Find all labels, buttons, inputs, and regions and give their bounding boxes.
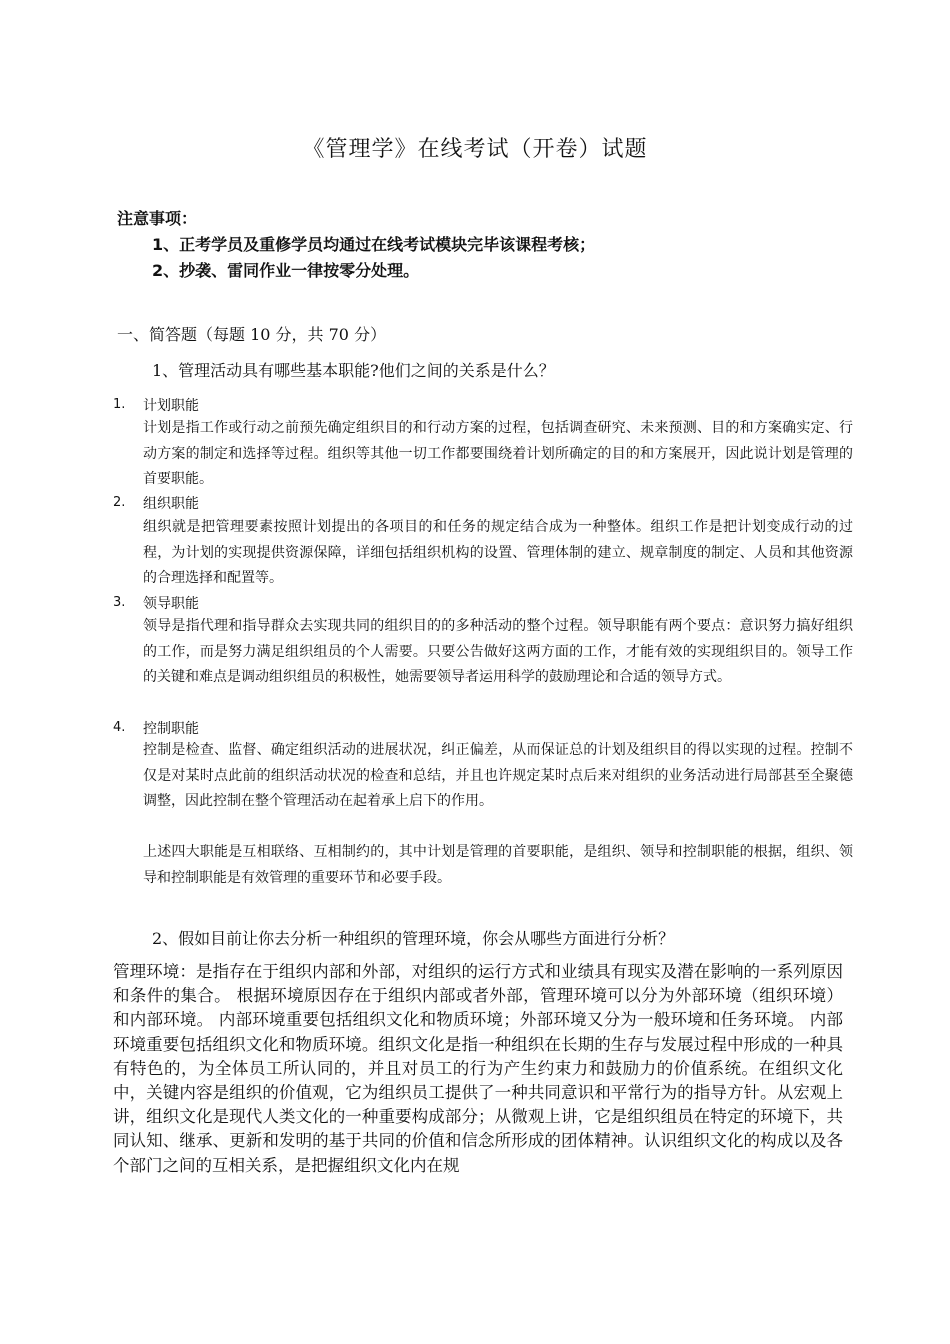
question-1: 1、管理活动具有哪些基本职能?他们之间的关系是什么？ [152, 361, 555, 380]
section-heading: 一、简答题（每题 10 分，共 70 分） [117, 325, 387, 344]
item-heading: 组织职能 [143, 496, 199, 512]
item-heading: 控制职能 [143, 721, 199, 737]
question-2: 2、假如目前让你去分析一种组织的管理环境，你会从哪些方面进行分析？ [152, 929, 675, 948]
item-heading: 计划职能 [143, 398, 199, 414]
note-item: 1、正考学员及重修学员均通过在线考试模块完毕该课程考核； [152, 235, 596, 254]
summary-paragraph: 上述四大职能是互相联络、互相制约的，其中计划是管理的首要职能，是组织、领导和控制职能的根据，组织、领导和控制职能是有效管理的重要环节和必要手段。 [143, 844, 853, 886]
item-paragraph: 计划是指工作或行动之前预先确定组织目的和行动方案的过程，包括调查研究、未来预测、目的和方案确实定、行动方案的制定和选择等过程。组织等其他一切工作都要围绕着计划所确定的目的和方案展开，因此说计划是管理的首要职能。 [143, 420, 853, 487]
item-paragraph: 领导是指代理和指导群众去实现共同的组织目的的多种活动的整个过程。领导职能有两个要点：意识努力搞好组织的工作，而是努力满足组织组员的个人需要。只要公告做好这两方面的工作，才能有效的实现组织目的。领导工作的关键和难点是调动组织组员的积极性，她需要领导者运用科学的鼓励理论和合适的领导方式。 [143, 618, 853, 685]
item-paragraph: 控制是检查、监督、确定组织活动的进展状况，纠正偏差，从而保证总的计划及组织目的得以实现的过程。控制不仅是对某时点此前的组织活动状况的检查和总结，并且也许规定某时点后来对组织的业务活动进行局部甚至全聚德调整，因此控制在整个管理活动在起着承上启下的作用。 [143, 742, 853, 809]
item-paragraph: 组织就是把管理要素按照计划提出的各项目的和任务的规定结合成为一种整体。组织工作是把计划变成行动的过程，为计划的实现提供资源保障，详细包括组织机构的设置、管理体制的建立、规章制度的制定、人员和其他资源的合理选择和配置等。 [143, 519, 853, 586]
notes-heading: 注意事项： [117, 209, 198, 228]
answer-paragraph: 管理环境：是指存在于组织内部和外部，对组织的运行方式和业绩具有现实及潜在影响的一系列原因和条件的集合。 根据环境原因存在于组织内部或者外部，管理环境可以分为外部环境（组织环境）和内部环境。 内部环境重要包括组织文化和物质环境；外部环境又分为一般环境和任务环境。 内部环境重要包括组织文化和物质环境。组织文化是指一种组织在长期的生存与发展过程中形成的一种具有特色的，为全体员工所认同的，并且对员工的行为产生约束力和鼓励力的价值系统。在组织文化中，关键内容是组织的价值观，它为组织员工提供了一种共同意识和平常行为的指导方针。从宏观上讲，组织文化是现代人类文化的一种重要构成部分；从微观上讲，它是组织组员在特定的环境下，共同认知、继承、更新和发明的基于共同的价值和信念所形成的团体精神。认识组织文化的构成以及各个部门之间的互相关系，是把握组织文化内在规 [113, 962, 843, 1175]
note-item: 2、抄袭、雷同作业一律按零分处理。 [152, 261, 420, 280]
list-number: 1. [113, 397, 126, 412]
list-number: 4. [113, 720, 126, 735]
list-number: 2. [113, 495, 126, 510]
list-number: 3. [113, 595, 126, 610]
page-title: 《管理学》在线考试（开卷）试题 [302, 137, 648, 162]
item-heading: 领导职能 [143, 596, 199, 612]
